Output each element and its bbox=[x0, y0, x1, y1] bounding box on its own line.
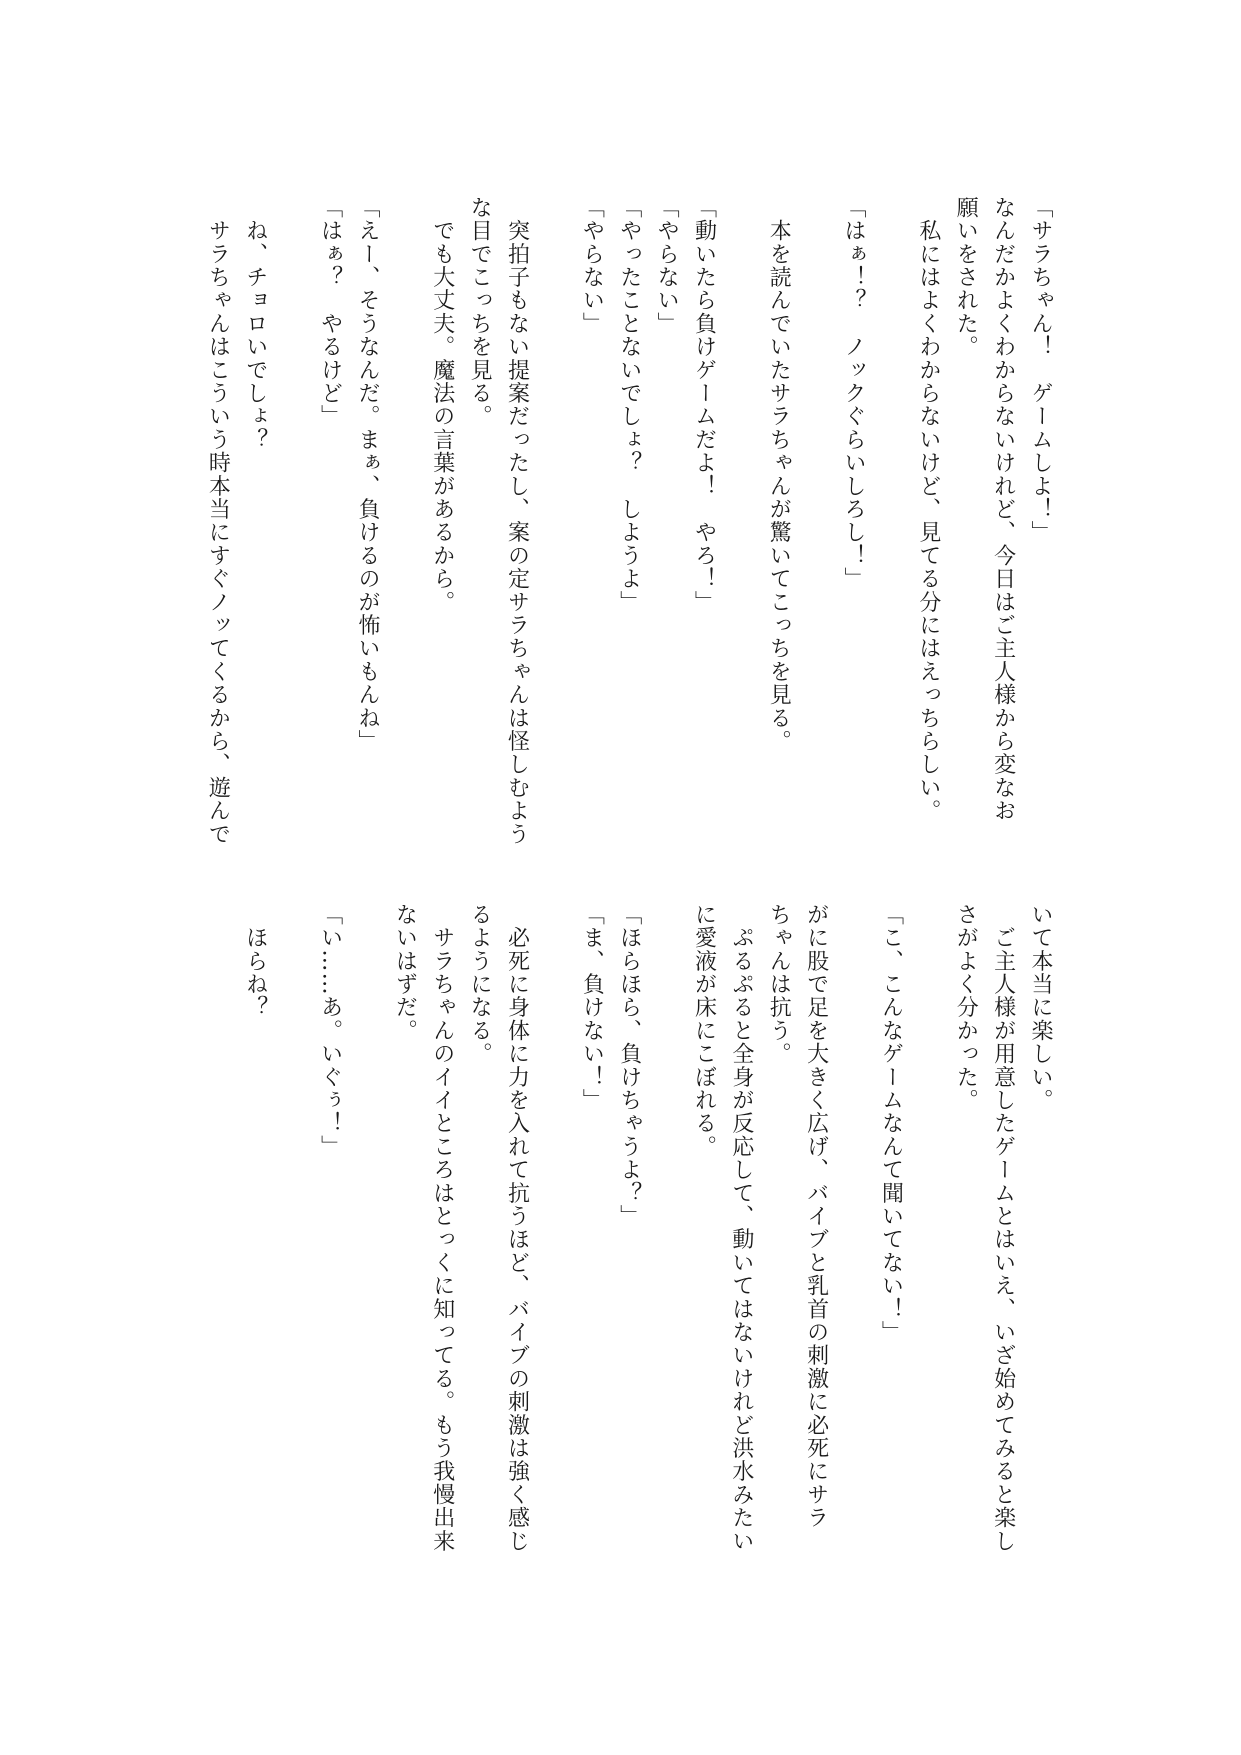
text-line: いて本当に楽しい。 bbox=[1028, 903, 1053, 1112]
text-line: るようになる。 bbox=[467, 903, 493, 1066]
text-line: 願いをされた。 bbox=[953, 196, 979, 359]
blank-line bbox=[648, 903, 685, 1603]
text-line: ぷるぷると全身が反応して、動いてはないけれど洪水みたい bbox=[728, 903, 754, 1553]
text-line: ほらね？ bbox=[242, 903, 268, 1019]
blank-line bbox=[797, 196, 834, 896]
text-line: 突拍子もない提案だったし、案の定サラちゃんは怪しむよう bbox=[504, 196, 530, 846]
text-line: 「はぁ！？ ノックぐらいしろし！」 bbox=[841, 196, 867, 591]
text-line: ご主人様が用意したゲームとはいえ、いざ始めてみると楽し bbox=[990, 903, 1016, 1553]
text-line: なんだかよくわからないけれど、今日はご主人様から変なお bbox=[990, 196, 1016, 823]
text-line: 「こ、こんなゲームなんて聞いてない！」 bbox=[878, 903, 904, 1344]
blank-line bbox=[835, 903, 872, 1603]
text-line: がに股で足を大きく広げ、バイブと乳首の刺激に必死にサラ bbox=[803, 903, 829, 1530]
text-line: さがよく分かった。 bbox=[953, 903, 979, 1112]
text-line: 本を読んでいたサラちゃんが驚いてこっちを見る。 bbox=[766, 196, 792, 753]
text-line: 「ほらほら、負けちゃうよ？」 bbox=[616, 903, 642, 1228]
text-line: 「い……あ。いぐぅ！」 bbox=[317, 903, 343, 1159]
text-line: ないはずだ。 bbox=[392, 903, 418, 1043]
text-block-top bbox=[199, 196, 1059, 896]
blank-line bbox=[722, 196, 759, 896]
text-line: ちゃんは抗う。 bbox=[766, 903, 792, 1066]
text-line: 「動いたら負けゲームだよ！ やろ！」 bbox=[691, 196, 717, 614]
blank-line bbox=[909, 903, 946, 1603]
blank-line bbox=[349, 903, 386, 1603]
text-line: ね、チョロいでしょ？ bbox=[242, 196, 268, 452]
text-line: 必死に身体に力を入れて抗うほど、バイブの刺激は強く感じ bbox=[504, 903, 530, 1553]
blank-line bbox=[274, 196, 311, 896]
text-block-bottom bbox=[236, 903, 1059, 1603]
text-line: に愛液が床にこぼれる。 bbox=[691, 903, 717, 1159]
text-line: サラちゃんのイイところはとっくに知ってる。もう我慢出来 bbox=[429, 903, 455, 1553]
text-line: 「サラちゃん！ ゲームしよ！」 bbox=[1028, 196, 1053, 544]
text-line: 「はぁ？ やるけど」 bbox=[317, 196, 343, 428]
blank-line bbox=[386, 196, 423, 896]
text-line: サラちゃんはこういう時本当にすぐノッてくるから、遊んで bbox=[205, 196, 231, 846]
blank-line bbox=[536, 196, 573, 896]
text-line: 「やらない」 bbox=[579, 196, 605, 336]
blank-line bbox=[274, 903, 311, 1603]
text-line: 「ま、負けない！」 bbox=[579, 903, 605, 1112]
text-line: でも大丈夫。魔法の言葉があるから。 bbox=[429, 196, 455, 614]
text-line: 「えー、そうなんだ。まぁ、負けるのが怖いもんね」 bbox=[354, 196, 380, 753]
text-line: 「やらない」 bbox=[654, 196, 680, 336]
blank-line bbox=[872, 196, 909, 896]
text-line: な目でこっちを見る。 bbox=[467, 196, 493, 428]
text-line: 「やったことないでしょ？ しようよ」 bbox=[616, 196, 642, 614]
blank-line bbox=[536, 903, 573, 1603]
text-line: 私にはよくわからないけど、見てる分にはえっちらしい。 bbox=[915, 196, 941, 823]
